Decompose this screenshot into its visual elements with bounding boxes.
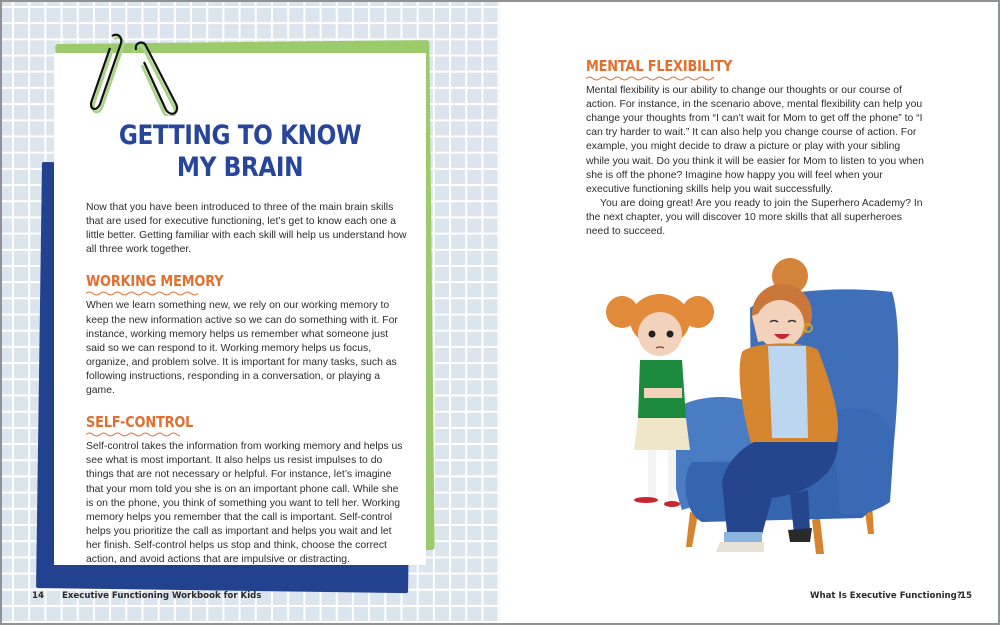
section-body: Self-control takes the information from working memory and helps us see what is most important. It also helps us resist impulses to do things that are not necessary or helpful. For instance, let’s imagine that your mom told you she is on an important phone call. While she is on the phone, you think of something you want to tell her. Working memory helps you remember that the call is important. Self-control helps you prioritize the call as important and helps you wait and let her finish. Self-control helps us stop and think, choose the correct action, and avoid actions that are impulsive or distracting. xyxy=(86,441,403,565)
title-line-1: GETTING TO KNOW xyxy=(118,120,362,151)
wavy-underline-icon xyxy=(586,76,714,81)
right-content xyxy=(586,57,926,239)
section-self-control xyxy=(86,413,408,567)
title-line-2: MY BRAIN xyxy=(176,152,304,183)
paperclip-icon xyxy=(90,30,126,114)
left-page xyxy=(2,2,500,623)
wavy-underline-icon xyxy=(86,291,198,296)
intro-paragraph: Now that you have been introduced to three of the main brain skills that are used for executive functioning, let’s get to know each one a little better. Getting familiar with each skill will help us understand how all three work together. xyxy=(86,202,407,256)
section-heading: SELF-CONTROL xyxy=(86,413,194,432)
page-number-left: 14 xyxy=(32,591,44,601)
wavy-underline-icon xyxy=(86,432,180,437)
section-body: When we learn something new, we rely on our working memory to keep the new information active so we can do something with it. For instance, working memory helps us remember what someone just said so we can respond to it. Working memory helps us focus, organize, and problem solve. It is important for many tasks, such as following instructions, responding in a conversation, or playing a game. xyxy=(86,300,398,397)
paperclip-icon xyxy=(132,40,182,116)
section-heading: WORKING MEMORY xyxy=(86,272,224,291)
book-spread xyxy=(2,2,998,623)
running-footer-right: What Is Executive Functioning? xyxy=(810,591,962,601)
section-body: Mental flexibility is our ability to change our thoughts or our course of action. For instance, in the scenario above, mental flexibility can help you change your thoughts from “I can’t wait for Mom to get off the phone” to “I can try harder to wait.” It can also help you change course of action. For example, you might decide to draw a picture or play with your sibling while you wait. Do you think it will be easier for Mom to listen to you when she is off the phone? Imagine how happy you will feel when your executive functioning skills help you wait successfully. xyxy=(586,85,924,195)
running-footer-left: Executive Functioning Workbook for Kids xyxy=(62,591,262,601)
page-title xyxy=(80,120,400,184)
section-heading: MENTAL FLEXIBILITY xyxy=(586,57,733,75)
page-number-right: 15 xyxy=(960,591,972,601)
mom-and-girl-illustration xyxy=(602,242,912,562)
left-content xyxy=(86,201,408,567)
section-working-memory xyxy=(86,272,408,398)
closing-paragraph: You are doing great! Are you ready to join the Superhero Academy? In the next chapter, you will discover 10 more skills that all superheroes need to succeed. xyxy=(586,197,923,238)
